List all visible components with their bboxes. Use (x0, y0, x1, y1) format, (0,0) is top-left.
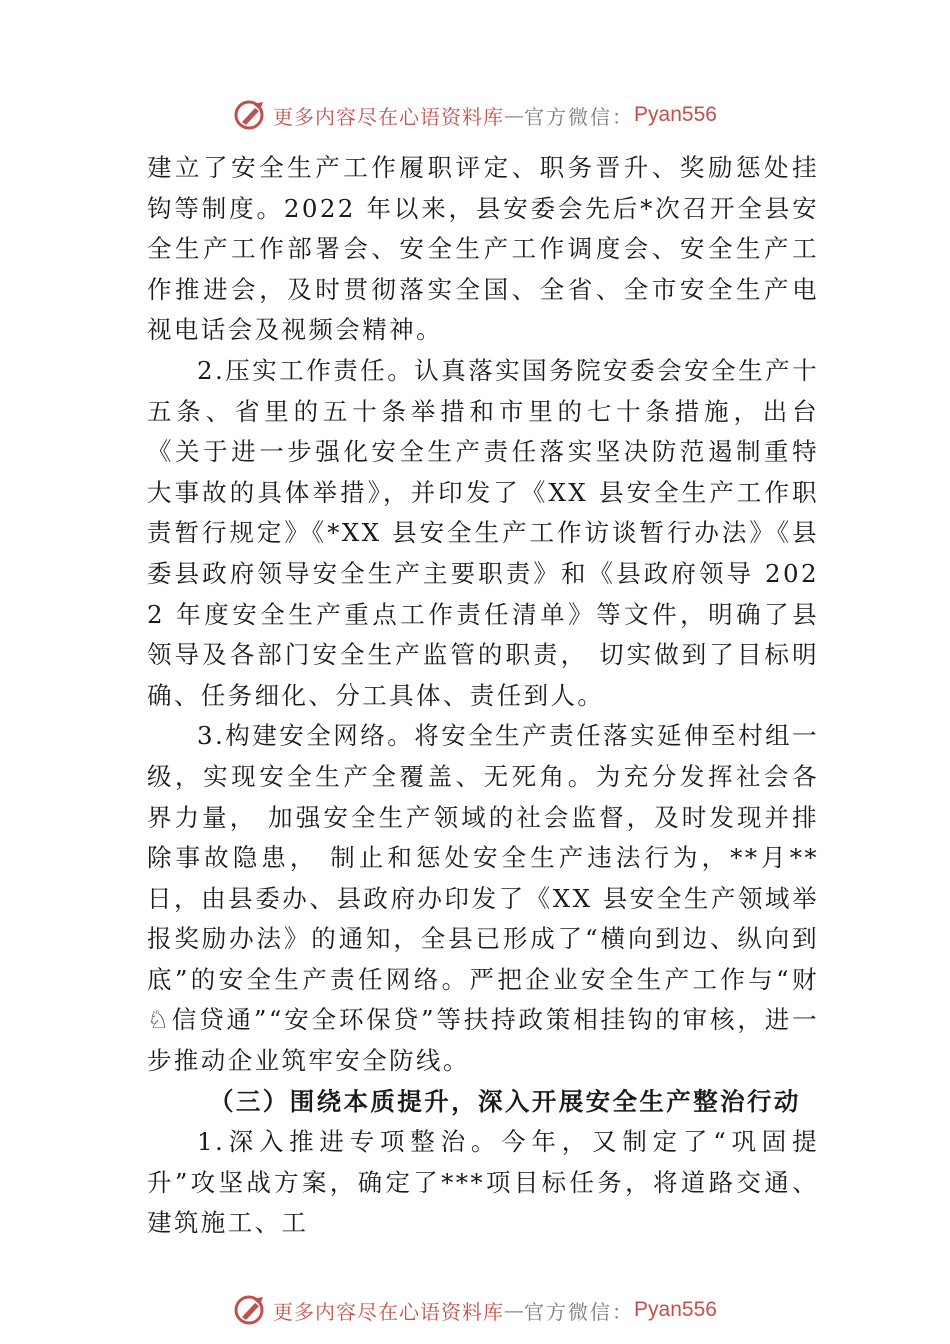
paragraph-continuation: 建立了安全生产工作履职评定、职务晋升、奖励惩处挂钩等制度。2022 年以来，县安委会先后*次召开全县安全生产工作部署会、安全生产工作调度会、安全生产工作推进会，及时贯彻落实全国、全省、全市安全生产电视电话会及视频会精神。 (147, 153, 819, 345)
wechat-label: 官方微信： (524, 104, 635, 129)
paragraph-item-3: 3.构建安全网络。将安全生产责任落实延伸至村组一级，实现安全生产全覆盖、无死角。为充分发挥社会各界力量， 加强安全生产领域的社会监督，及时发现并排除事故隐患， 制止和惩处安全生产违法行为，**月**日，由县委办、县政府办印发了《XX 县安全生产领域举报奖励办法》的通知，全县已形成了“横向到边、纵向到底”的安全生产责任网络。严把企业安全生产工作与“财♘信贷通”“安全环保贷”等扶持政策相挂钩的审核，进一步推动企业筑牢安全防线。 (147, 721, 819, 1076)
document-body (147, 148, 819, 1244)
paragraph-item-1: 1.深入推进专项整治。今年，又制定了“巩固提升”攻坚战方案，确定了***项目标任务，将道路交通、建筑施工、工 (147, 1127, 819, 1238)
wechat-id: Pyan556 (634, 1298, 717, 1321)
brand-logo-icon (233, 98, 267, 132)
brand-text: 更多内容尽在心语资料库 (273, 1299, 505, 1324)
header-watermark (0, 95, 950, 135)
brand-separator: — (504, 1298, 525, 1322)
footer-watermark (0, 1290, 950, 1330)
brand-separator: — (504, 103, 525, 127)
brand-logo-icon (233, 1293, 267, 1327)
wechat-id: Pyan556 (634, 103, 717, 126)
paragraph-item-2: 2.压实工作责任。认真落实国务院安委会安全生产十五条、省里的五十条举措和市里的七十条措施，出台《关于进一步强化安全生产责任落实坚决防范遏制重特大事故的具体举措》，并印发了《XX 县安全生产工作职责暂行规定》《*XX 县安全生产工作访谈暂行办法》《县委县政府领导安全生产主要职责》和《县政府领导 2022 年度安全生产重点工作责任清单》等文件，明确了县领导及各部门安全生产监管的职责， 切实做到了目标明确、任务细化、分工具体、责任到人。 (147, 355, 819, 710)
section-heading-3: （三）围绕本质提升，深入开展安全生产整治行动 (209, 1086, 801, 1116)
wechat-label: 官方微信： (524, 1299, 635, 1324)
brand-text: 更多内容尽在心语资料库 (273, 104, 505, 129)
